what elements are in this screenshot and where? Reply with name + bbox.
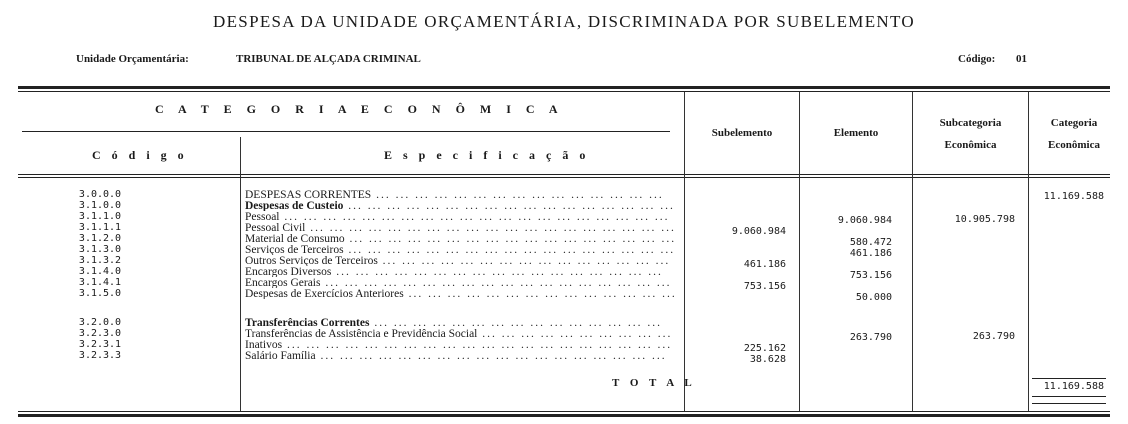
row-code: 3.1.5.0 xyxy=(78,288,122,299)
row-spec xyxy=(245,212,679,222)
header-subcategoria-2: Econômica xyxy=(944,139,997,151)
row-spec-label: Material de Consumo xyxy=(245,234,345,244)
row-leader-dots: ... ... ... ... ... ... ... ... ... ... ... ... ... ... ... ... ... xyxy=(349,234,677,244)
header-especificacao: E s p e c i f i c a ç ã o xyxy=(384,148,590,162)
bottom-rule-thick xyxy=(18,414,1110,417)
total-label: T O T A L xyxy=(612,377,696,389)
header-categoria-col-2: Econômica xyxy=(1048,139,1100,151)
row-spec-label: Outros Serviços de Terceiros xyxy=(245,256,378,266)
row-code: 3.2.3.3 xyxy=(78,350,122,361)
header-elemento: Elemento xyxy=(833,127,879,139)
row-elemento: 753.156 xyxy=(849,270,892,281)
row-spec xyxy=(245,329,679,339)
row-code: 3.1.4.1 xyxy=(78,277,122,288)
row-subelemento: 225.162 xyxy=(743,343,786,354)
row-elemento: 580.472 xyxy=(849,237,892,248)
row-spec xyxy=(245,289,679,299)
header-split-rule xyxy=(22,131,670,132)
row-spec xyxy=(245,267,679,277)
row-spec xyxy=(245,340,679,350)
row-spec-label: Serviços de Terceiros xyxy=(245,245,344,255)
row-elemento: 9.060.984 xyxy=(837,215,892,226)
row-spec xyxy=(245,278,679,288)
row-spec-label: Pessoal Civil xyxy=(245,223,306,233)
row-spec-label: Despesas de Exercícios Anteriores xyxy=(245,289,404,299)
row-code: 3.2.0.0 xyxy=(78,317,122,328)
row-leader-dots: ... ... ... ... ... ... ... ... ... ... ... ... ... ... ... ... ... xyxy=(336,267,663,277)
row-leader-dots: ... ... ... ... ... ... ... ... ... ... ... ... ... ... ... ... ... ... ... ... xyxy=(286,340,673,350)
header-subelemento: Subelemento xyxy=(711,127,773,139)
header-bottom-rule-2 xyxy=(18,177,1110,178)
header-subcategoria-1: Subcategoria xyxy=(939,117,1002,129)
row-leader-dots: ... ... ... ... ... ... ... ... ... ... ... ... ... ... ... xyxy=(382,256,671,266)
header-categoria: C A T E G O R I A E C O N Ô M I C A xyxy=(155,102,564,116)
header-bottom-rule xyxy=(18,174,1110,175)
row-code: 3.2.3.0 xyxy=(78,328,122,339)
row-spec xyxy=(245,256,679,266)
row-leader-dots: ... ... ... ... ... ... ... ... ... ... ... ... ... ... ... ... ... xyxy=(348,245,676,255)
row-spec-label: Despesas de Custeio xyxy=(245,201,344,211)
total-rule-bottom-2 xyxy=(1032,403,1106,404)
row-spec xyxy=(245,351,679,361)
row-subelemento: 38.628 xyxy=(749,354,786,365)
row-leader-dots: ... ... ... ... ... ... ... ... ... ... ... ... ... ... ... xyxy=(376,190,664,200)
total-rule-bottom xyxy=(1032,396,1106,397)
col-divider-sub xyxy=(684,92,685,411)
row-spec-label: DESPESAS CORRENTES xyxy=(245,190,372,200)
bottom-rule xyxy=(18,411,1110,412)
row-leader-dots: ... ... ... ... ... ... ... ... ... ... xyxy=(482,329,673,339)
row-code: 3.1.3.0 xyxy=(78,244,122,255)
row-code: 3.1.4.0 xyxy=(78,266,122,277)
row-leader-dots: ... ... ... ... ... ... ... ... ... ... ... ... ... ... ... ... ... ... xyxy=(325,278,672,288)
unit-name: TRIBUNAL DE ALÇADA CRIMINAL xyxy=(236,53,421,65)
top-rule xyxy=(18,86,1110,89)
row-spec xyxy=(245,245,679,255)
row-spec-label: Pessoal xyxy=(245,212,280,222)
row-leader-dots: ... ... ... ... ... ... ... ... ... ... ... ... ... ... ... ... ... xyxy=(348,201,675,211)
top-rule-thin xyxy=(18,91,1110,92)
row-leader-dots: ... ... ... ... ... ... ... ... ... ... ... ... ... ... xyxy=(408,289,677,299)
row-elemento: 263.790 xyxy=(849,332,892,343)
row-code: 3.1.2.0 xyxy=(78,233,122,244)
row-spec xyxy=(245,190,679,200)
row-subelemento: 753.156 xyxy=(743,281,786,292)
header-codigo: C ó d i g o xyxy=(92,148,188,162)
code-value: 01 xyxy=(1016,53,1027,65)
row-spec-label: Transferências Correntes xyxy=(245,318,370,328)
col-divider-spec xyxy=(240,137,241,411)
row-elemento: 50.000 xyxy=(855,292,892,303)
row-code: 3.2.3.1 xyxy=(78,339,122,350)
row-code: 3.0.0.0 xyxy=(78,189,122,200)
row-code: 3.1.1.0 xyxy=(78,211,122,222)
row-leader-dots: ... ... ... ... ... ... ... ... ... ... ... ... ... ... ... ... ... ... ... xyxy=(310,223,676,233)
total-rule-top xyxy=(1032,378,1106,379)
unit-label: Unidade Orçamentária: xyxy=(76,53,189,65)
row-leader-dots: ... ... ... ... ... ... ... ... ... ... ... ... ... ... ... xyxy=(374,318,662,328)
row-leader-dots: ... ... ... ... ... ... ... ... ... ... ... ... ... ... ... ... ... ... xyxy=(320,351,667,361)
row-spec xyxy=(245,234,679,244)
row-spec-label: Transferências de Assistência e Previdência Social xyxy=(245,329,478,339)
row-leader-dots: ... ... ... ... ... ... ... ... ... ... ... ... ... ... ... ... ... ... ... ... xyxy=(284,212,670,222)
row-code: 3.1.0.0 xyxy=(78,200,122,211)
row-spec xyxy=(245,223,679,233)
row-code: 3.1.3.2 xyxy=(78,255,122,266)
row-subelemento: 9.060.984 xyxy=(731,226,786,237)
row-categoria: 11.169.588 xyxy=(1043,191,1104,202)
header-categoria-col-1: Categoria xyxy=(1050,117,1098,129)
row-code: 3.1.1.1 xyxy=(78,222,122,233)
row-spec-label: Salário Família xyxy=(245,351,316,361)
row-spec-label: Inativos xyxy=(245,340,283,350)
row-spec xyxy=(245,201,679,211)
code-label: Código: xyxy=(958,53,996,65)
total-value: 11.169.588 xyxy=(1043,381,1104,392)
page-title: DESPESA DA UNIDADE ORÇAMENTÁRIA, DISCRIMINADA POR SUBELEMENTO xyxy=(213,12,915,31)
row-subcategoria: 263.790 xyxy=(972,331,1015,342)
row-spec-label: Encargos Diversos xyxy=(245,267,332,277)
row-subcategoria: 10.905.798 xyxy=(954,214,1015,225)
row-subelemento: 461.186 xyxy=(743,259,786,270)
row-spec-label: Encargos Gerais xyxy=(245,278,321,288)
row-elemento: 461.186 xyxy=(849,248,892,259)
row-spec xyxy=(245,318,679,328)
